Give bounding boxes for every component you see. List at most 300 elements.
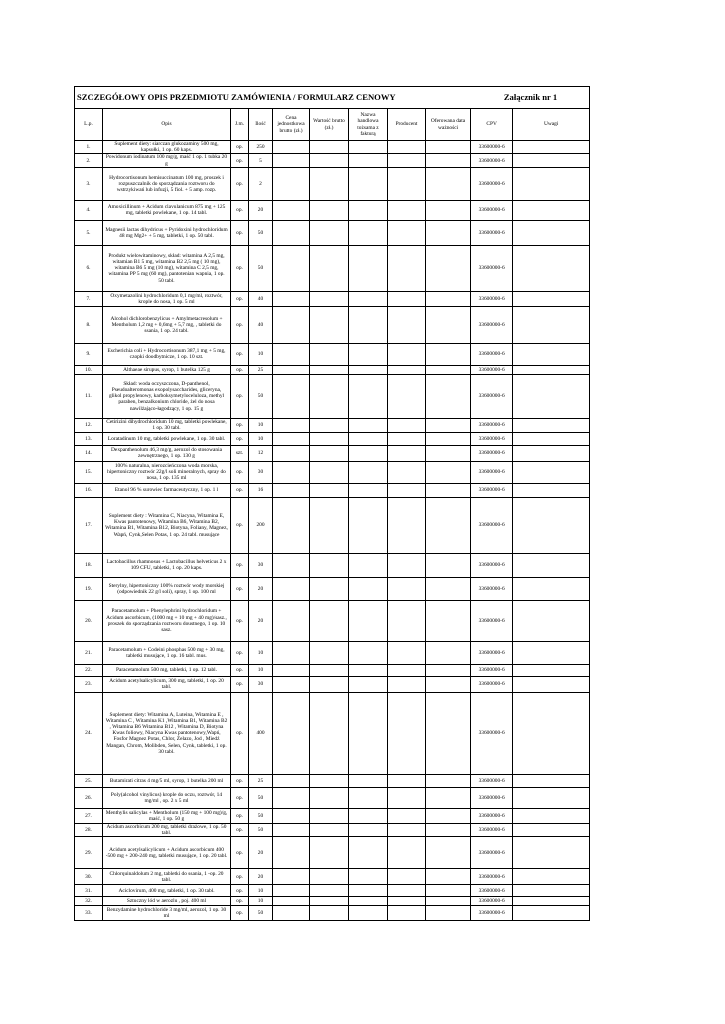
quantity-cell: 10 (249, 664, 273, 676)
expiry-date-input[interactable] (426, 291, 471, 306)
gross-value-input[interactable] (310, 885, 349, 897)
expiry-date-input[interactable] (426, 154, 471, 167)
quantity-cell: 20 (249, 200, 273, 220)
producer-input[interactable] (388, 641, 426, 664)
trade-name-input[interactable] (349, 365, 388, 374)
unit-price-input[interactable] (273, 600, 310, 641)
gross-value-input[interactable] (310, 692, 349, 774)
expiry-date-input[interactable] (426, 808, 471, 823)
unit-price-input[interactable] (273, 167, 310, 200)
gross-value-input[interactable] (310, 461, 349, 483)
gross-value-input[interactable] (310, 418, 349, 432)
col-header-producent: Producent (388, 109, 426, 141)
producer-input[interactable] (388, 497, 426, 553)
remarks-input[interactable] (513, 823, 590, 836)
table-row (75, 837, 590, 869)
unit-price-input[interactable] (273, 837, 310, 869)
gross-value-input[interactable] (310, 774, 349, 787)
expiry-date-input[interactable] (426, 664, 471, 676)
expiry-date-input[interactable] (426, 692, 471, 774)
expiry-date-input[interactable] (426, 220, 471, 245)
unit-price-input[interactable] (273, 787, 310, 808)
unit-cell: op. (231, 432, 249, 445)
expiry-date-input[interactable] (426, 245, 471, 291)
producer-input[interactable] (388, 141, 426, 154)
trade-name-input[interactable] (349, 141, 388, 154)
lp-cell: 6. (75, 245, 103, 291)
description-cell: Lactobacillus rhamnosus + Lactobacillus helveticus 2 x 109 CFU, tabletki, 1 op. 20 kaps. (103, 553, 231, 577)
trade-name-input[interactable] (349, 774, 388, 787)
unit-cell: szt. (231, 445, 249, 461)
gross-value-input[interactable] (310, 897, 349, 906)
producer-input[interactable] (388, 869, 426, 885)
quantity-cell: 30 (249, 461, 273, 483)
gross-value-input[interactable] (310, 374, 349, 418)
trade-name-input[interactable] (349, 374, 388, 418)
table-row (75, 869, 590, 885)
remarks-input[interactable] (513, 154, 590, 167)
lp-cell: 32. (75, 897, 103, 906)
trade-name-input[interactable] (349, 220, 388, 245)
order-form-sheet (74, 86, 589, 921)
cpv-cell: 33600000-6 (471, 418, 513, 432)
expiry-date-input[interactable] (426, 483, 471, 497)
producer-input[interactable] (388, 445, 426, 461)
expiry-date-input[interactable] (426, 141, 471, 154)
expiry-date-input[interactable] (426, 897, 471, 906)
description-cell: Paracetamolum + Codeini phosphas 500 mg + 30 mg, tabletki musujące, 1 op. 16 tabl. mus. (103, 641, 231, 664)
trade-name-input[interactable] (349, 692, 388, 774)
gross-value-input[interactable] (310, 553, 349, 577)
cpv-cell: 33600000-6 (471, 897, 513, 906)
remarks-input[interactable] (513, 365, 590, 374)
producer-input[interactable] (388, 823, 426, 836)
expiry-date-input[interactable] (426, 306, 471, 343)
description-cell: Benzydamine hydrochloride 3 mg/ml, aerozol, 1 op. 30 ml (103, 906, 231, 921)
remarks-input[interactable] (513, 291, 590, 306)
col-header-uwagi: Uwagi (513, 109, 590, 141)
col-header-cpv: CPV (471, 109, 513, 141)
remarks-input[interactable] (513, 497, 590, 553)
table-row (75, 167, 590, 200)
lp-cell: 26. (75, 787, 103, 808)
description-cell: Suplement diety: Witamina A, Luteina, Witamina E , Witamina C , Witamina K1 ,Witamina B1, Witamina B2 , Witamina B6 Witamina B12 , Witamina D, Biotyna Kwas foliowy, Niacyna Kwas pantotenowy,Wapń, Fosfor Magnez Potas, Chlor, Żelazo, Jod , Miedź Mangan, Chrom, Molibden, Selen, Cynk, tabletki, 1 op. 30 tabl. (103, 692, 231, 774)
remarks-input[interactable] (513, 808, 590, 823)
gross-value-input[interactable] (310, 141, 349, 154)
unit-price-input[interactable] (273, 808, 310, 823)
col-header-opis: Opis (103, 109, 231, 141)
remarks-input[interactable] (513, 374, 590, 418)
expiry-date-input[interactable] (426, 553, 471, 577)
trade-name-input[interactable] (349, 154, 388, 167)
unit-price-input[interactable] (273, 577, 310, 600)
remarks-input[interactable] (513, 577, 590, 600)
remarks-input[interactable] (513, 787, 590, 808)
gross-value-input[interactable] (310, 577, 349, 600)
expiry-date-input[interactable] (426, 885, 471, 897)
table-row (75, 577, 590, 600)
trade-name-input[interactable] (349, 291, 388, 306)
gross-value-input[interactable] (310, 664, 349, 676)
expiry-date-input[interactable] (426, 823, 471, 836)
trade-name-input[interactable] (349, 432, 388, 445)
producer-input[interactable] (388, 906, 426, 921)
remarks-input[interactable] (513, 600, 590, 641)
trade-name-input[interactable] (349, 553, 388, 577)
gross-value-input[interactable] (310, 823, 349, 836)
producer-input[interactable] (388, 787, 426, 808)
cpv-cell: 33600000-6 (471, 154, 513, 167)
producer-input[interactable] (388, 577, 426, 600)
lp-cell: 19. (75, 577, 103, 600)
trade-name-input[interactable] (349, 885, 388, 897)
trade-name-input[interactable] (349, 869, 388, 885)
quantity-cell: 40 (249, 291, 273, 306)
trade-name-input[interactable] (349, 664, 388, 676)
unit-price-input[interactable] (273, 692, 310, 774)
expiry-date-input[interactable] (426, 837, 471, 869)
gross-value-input[interactable] (310, 154, 349, 167)
lp-cell: 11. (75, 374, 103, 418)
lp-cell: 18. (75, 553, 103, 577)
expiry-date-input[interactable] (426, 418, 471, 432)
trade-name-input[interactable] (349, 808, 388, 823)
gross-value-input[interactable] (310, 245, 349, 291)
producer-input[interactable] (388, 365, 426, 374)
unit-price-input[interactable] (273, 885, 310, 897)
quantity-cell: 20 (249, 837, 273, 869)
cpv-cell: 33600000-6 (471, 553, 513, 577)
gross-value-input[interactable] (310, 306, 349, 343)
remarks-input[interactable] (513, 200, 590, 220)
cpv-cell: 33600000-6 (471, 692, 513, 774)
unit-price-input[interactable] (273, 664, 310, 676)
gross-value-input[interactable] (310, 676, 349, 692)
remarks-input[interactable] (513, 897, 590, 906)
producer-input[interactable] (388, 432, 426, 445)
col-header-oferowana: Oferowana data ważności (426, 109, 471, 141)
quantity-cell: 10 (249, 641, 273, 664)
trade-name-input[interactable] (349, 200, 388, 220)
gross-value-input[interactable] (310, 445, 349, 461)
expiry-date-input[interactable] (426, 374, 471, 418)
table-row (75, 220, 590, 245)
gross-value-input[interactable] (310, 220, 349, 245)
producer-input[interactable] (388, 837, 426, 869)
gross-value-input[interactable] (310, 497, 349, 553)
producer-input[interactable] (388, 774, 426, 787)
trade-name-input[interactable] (349, 823, 388, 836)
unit-cell: op. (231, 418, 249, 432)
unit-price-input[interactable] (273, 141, 310, 154)
quantity-cell: 20 (249, 577, 273, 600)
expiry-date-input[interactable] (426, 676, 471, 692)
expiry-date-input[interactable] (426, 906, 471, 921)
cpv-cell: 33600000-6 (471, 461, 513, 483)
gross-value-input[interactable] (310, 365, 349, 374)
cpv-cell: 33600000-6 (471, 365, 513, 374)
unit-price-input[interactable] (273, 374, 310, 418)
producer-input[interactable] (388, 692, 426, 774)
unit-price-input[interactable] (273, 906, 310, 921)
producer-input[interactable] (388, 418, 426, 432)
remarks-input[interactable] (513, 869, 590, 885)
expiry-date-input[interactable] (426, 600, 471, 641)
unit-price-input[interactable] (273, 445, 310, 461)
gross-value-input[interactable] (310, 432, 349, 445)
trade-name-input[interactable] (349, 787, 388, 808)
remarks-input[interactable] (513, 641, 590, 664)
trade-name-input[interactable] (349, 837, 388, 869)
remarks-input[interactable] (513, 692, 590, 774)
quantity-cell: 50 (249, 808, 273, 823)
trade-name-input[interactable] (349, 445, 388, 461)
remarks-input[interactable] (513, 306, 590, 343)
lp-cell: 21. (75, 641, 103, 664)
expiry-date-input[interactable] (426, 365, 471, 374)
producer-input[interactable] (388, 664, 426, 676)
remarks-input[interactable] (513, 885, 590, 897)
unit-cell: op. (231, 497, 249, 553)
producer-input[interactable] (388, 245, 426, 291)
unit-price-input[interactable] (273, 432, 310, 445)
description-cell: Acidum acetylsalicylicum, 300 mg, tabletki, 1 op. 20 tabl. (103, 676, 231, 692)
expiry-date-input[interactable] (426, 432, 471, 445)
unit-price-input[interactable] (273, 154, 310, 167)
trade-name-input[interactable] (349, 245, 388, 291)
expiry-date-input[interactable] (426, 774, 471, 787)
unit-price-input[interactable] (273, 461, 310, 483)
description-cell: Loratadinum 10 mg, tabletki powlekane, 1 op. 30 tabl. (103, 432, 231, 445)
description-cell: Dexpanthenolum 46,3 mg/g, aerozol do stosowania zewnętrznego, 1 op. 130 g (103, 445, 231, 461)
remarks-input[interactable] (513, 167, 590, 200)
cpv-cell: 33600000-6 (471, 823, 513, 836)
unit-price-input[interactable] (273, 306, 310, 343)
lp-cell: 30. (75, 869, 103, 885)
remarks-input[interactable] (513, 220, 590, 245)
producer-input[interactable] (388, 897, 426, 906)
trade-name-input[interactable] (349, 167, 388, 200)
producer-input[interactable] (388, 600, 426, 641)
description-cell: 100% naturalna, nierozcieńczona woda morska, hipertoniczny roztwór 22g/l soli mineralnych, spray do nosa, 1 op. 135 ml (103, 461, 231, 483)
producer-input[interactable] (388, 483, 426, 497)
expiry-date-input[interactable] (426, 200, 471, 220)
trade-name-input[interactable] (349, 906, 388, 921)
remarks-input[interactable] (513, 837, 590, 869)
cpv-cell: 33600000-6 (471, 906, 513, 921)
trade-name-input[interactable] (349, 897, 388, 906)
lp-cell: 23. (75, 676, 103, 692)
producer-input[interactable] (388, 291, 426, 306)
trade-name-input[interactable] (349, 418, 388, 432)
remarks-input[interactable] (513, 445, 590, 461)
expiry-date-input[interactable] (426, 869, 471, 885)
trade-name-input[interactable] (349, 641, 388, 664)
cpv-cell: 33600000-6 (471, 577, 513, 600)
description-cell: Hydrocortisonum hemisuccinatum 100 mg, proszek i rozpuszczalnik do sporządzania roztworu do wstrzykiwań lub infuzji, 5 fiol. + 5 amp. rozp. (103, 167, 231, 200)
unit-price-input[interactable] (273, 774, 310, 787)
table-row (75, 306, 590, 343)
unit-cell: op. (231, 577, 249, 600)
quantity-cell: 10 (249, 432, 273, 445)
quantity-cell: 50 (249, 823, 273, 836)
table-row (75, 483, 590, 497)
description-cell: Paracetamolum 500 mg, tabletki, 1 op. 12 tabl. (103, 664, 231, 676)
cpv-cell: 33600000-6 (471, 306, 513, 343)
remarks-input[interactable] (513, 664, 590, 676)
gross-value-input[interactable] (310, 837, 349, 869)
page-title: SZCZEGÓŁOWY OPIS PRZEDMIOTU ZAMÓWIENIA / FORMULARZ CENOWY (75, 87, 471, 109)
quantity-cell: 40 (249, 306, 273, 343)
description-cell: Escherichia coli + Hydrocortisonum 387,1 mg + 5 mg, czopki doodbytnicze, 1 op. 10 szt. (103, 343, 231, 365)
table-row (75, 641, 590, 664)
unit-cell: op. (231, 664, 249, 676)
unit-price-input[interactable] (273, 553, 310, 577)
table-row (75, 461, 590, 483)
producer-input[interactable] (388, 676, 426, 692)
cpv-cell: 33600000-6 (471, 641, 513, 664)
producer-input[interactable] (388, 154, 426, 167)
cpv-cell: 33600000-6 (471, 245, 513, 291)
lp-cell: 16. (75, 483, 103, 497)
gross-value-input[interactable] (310, 291, 349, 306)
description-cell: Chlorquinaldolum 2 mg, tabletki do ssania, 1 -op. 20 tabl. (103, 869, 231, 885)
gross-value-input[interactable] (310, 200, 349, 220)
quantity-cell: 12 (249, 445, 273, 461)
unit-price-input[interactable] (273, 200, 310, 220)
remarks-input[interactable] (513, 461, 590, 483)
description-cell: Paracetamolum + Phenylephrini hydrochloridum + Acidum ascorbicum, (1000 mg + 10 mg + 40 mg)/sasz., proszek do sporządzania roztworu doustnego, 1 op. 10 sasz. (103, 600, 231, 641)
quantity-cell: 200 (249, 497, 273, 553)
producer-input[interactable] (388, 200, 426, 220)
description-cell: Alcohol dichlorobenzylicus + Amylmetacresolum + Mentholum 1,2 mg + 0,6mg + 5,7 mg, , tabletki do ssania, 1 op. 24 tabl. (103, 306, 231, 343)
unit-cell: op. (231, 365, 249, 374)
col-header-lp: L.p. (75, 109, 103, 141)
unit-price-input[interactable] (273, 365, 310, 374)
unit-price-input[interactable] (273, 220, 310, 245)
trade-name-input[interactable] (349, 306, 388, 343)
cpv-cell: 33600000-6 (471, 808, 513, 823)
col-header-ilosc: Ilość (249, 109, 273, 141)
col-header-cena: Cena jednostkowa brutto (zł.) (273, 109, 310, 141)
unit-cell: op. (231, 641, 249, 664)
trade-name-input[interactable] (349, 577, 388, 600)
unit-price-input[interactable] (273, 245, 310, 291)
description-cell: Produkt wielowitaminowy, skład: witamina A 2,5 mg, witamian B1 5 mg, witamina B2 2,5 mg ( 10 mg), witamina B6 5 mg (10 mg), witamina C 2,5 mg, witamina PP 5 mg (60 mg), pantotenian wapnia, 1 op. 50 tabl. (103, 245, 231, 291)
producer-input[interactable] (388, 553, 426, 577)
producer-input[interactable] (388, 374, 426, 418)
description-cell: Etanol 96 % surowiec farmaceutyczny, 1 op. 1 l (103, 483, 231, 497)
expiry-date-input[interactable] (426, 167, 471, 200)
gross-value-input[interactable] (310, 343, 349, 365)
remarks-input[interactable] (513, 343, 590, 365)
gross-value-input[interactable] (310, 869, 349, 885)
col-header-wartosc: Wartość brutto (zł.) (310, 109, 349, 141)
remarks-input[interactable] (513, 774, 590, 787)
unit-price-input[interactable] (273, 869, 310, 885)
trade-name-input[interactable] (349, 483, 388, 497)
gross-value-input[interactable] (310, 641, 349, 664)
description-cell: Suplement diety : Witamina C, Niacyna, Witamina E, Kwas pantotenowy, Witamina B6, Witamina B2, Witamina B1, Witamina B12, Biotyna, Foliany, Magnez, Wapń, Cynk,Selen Potas, 1 op. 24 tabl. musujące (103, 497, 231, 553)
unit-cell: op. (231, 692, 249, 774)
quantity-cell: 25 (249, 774, 273, 787)
description-cell: Amoxicillinum + Acidum clavulanicum 875 mg + 125 mg, tabletki powlekane, 1 op. 14 tabl. (103, 200, 231, 220)
remarks-input[interactable] (513, 141, 590, 154)
gross-value-input[interactable] (310, 600, 349, 641)
description-cell: Powidonum iodinatum 100 mg/g, maść 1 op. 1 tubka 20 g (103, 154, 231, 167)
producer-input[interactable] (388, 220, 426, 245)
expiry-date-input[interactable] (426, 577, 471, 600)
remarks-input[interactable] (513, 245, 590, 291)
remarks-input[interactable] (513, 906, 590, 921)
unit-price-input[interactable] (273, 676, 310, 692)
producer-input[interactable] (388, 343, 426, 365)
remarks-input[interactable] (513, 432, 590, 445)
gross-value-input[interactable] (310, 167, 349, 200)
unit-price-input[interactable] (273, 641, 310, 664)
quantity-cell: 10 (249, 343, 273, 365)
gross-value-input[interactable] (310, 787, 349, 808)
expiry-date-input[interactable] (426, 641, 471, 664)
producer-input[interactable] (388, 808, 426, 823)
lp-cell: 10. (75, 365, 103, 374)
cpv-cell: 33600000-6 (471, 200, 513, 220)
gross-value-input[interactable] (310, 906, 349, 921)
table-row (75, 600, 590, 641)
gross-value-input[interactable] (310, 808, 349, 823)
producer-input[interactable] (388, 306, 426, 343)
remarks-input[interactable] (513, 418, 590, 432)
expiry-date-input[interactable] (426, 461, 471, 483)
gross-value-input[interactable] (310, 483, 349, 497)
unit-cell: op. (231, 787, 249, 808)
unit-price-input[interactable] (273, 497, 310, 553)
unit-price-input[interactable] (273, 343, 310, 365)
trade-name-input[interactable] (349, 343, 388, 365)
expiry-date-input[interactable] (426, 787, 471, 808)
cpv-cell: 33600000-6 (471, 774, 513, 787)
trade-name-input[interactable] (349, 676, 388, 692)
unit-price-input[interactable] (273, 823, 310, 836)
remarks-input[interactable] (513, 483, 590, 497)
table-row (75, 141, 590, 154)
unit-price-input[interactable] (273, 483, 310, 497)
unit-price-input[interactable] (273, 418, 310, 432)
lp-cell: 31. (75, 885, 103, 897)
unit-cell: op. (231, 291, 249, 306)
table-row (75, 692, 590, 774)
trade-name-input[interactable] (349, 497, 388, 553)
lp-cell: 20. (75, 600, 103, 641)
expiry-date-input[interactable] (426, 497, 471, 553)
table-row (75, 676, 590, 692)
trade-name-input[interactable] (349, 461, 388, 483)
cpv-cell: 33600000-6 (471, 167, 513, 200)
expiry-date-input[interactable] (426, 343, 471, 365)
remarks-input[interactable] (513, 676, 590, 692)
unit-price-input[interactable] (273, 291, 310, 306)
table-row (75, 897, 590, 906)
producer-input[interactable] (388, 885, 426, 897)
trade-name-input[interactable] (349, 600, 388, 641)
producer-input[interactable] (388, 167, 426, 200)
producer-input[interactable] (388, 461, 426, 483)
table-row (75, 664, 590, 676)
unit-cell: op. (231, 483, 249, 497)
unit-price-input[interactable] (273, 897, 310, 906)
remarks-input[interactable] (513, 553, 590, 577)
expiry-date-input[interactable] (426, 445, 471, 461)
